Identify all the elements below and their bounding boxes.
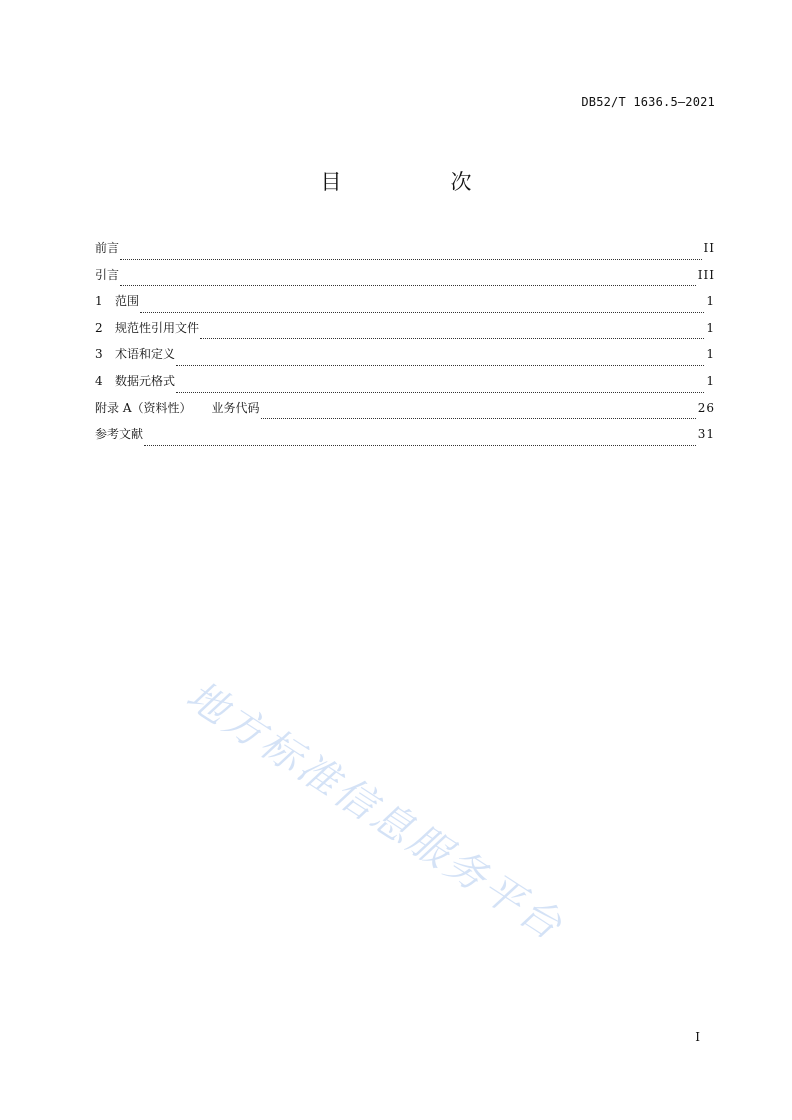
dot-leader [140, 311, 704, 313]
toc-entry-page: 1 [706, 320, 715, 335]
dot-leader [261, 417, 696, 419]
toc-entry-title: 规范性引用文件 [115, 320, 200, 335]
toc-entry-foreword[interactable] [95, 240, 715, 267]
dot-leader [200, 337, 704, 339]
watermark: 地方标准信息服务平台 [178, 672, 573, 951]
toc-entry-annex-a[interactable] [95, 400, 715, 427]
table-of-contents [95, 240, 715, 453]
toc-entry-label [95, 240, 119, 256]
toc-entry-page: III [697, 267, 715, 282]
dot-leader [120, 258, 702, 260]
toc-entry-number: 3 [95, 347, 103, 362]
toc-entry-page: 26 [697, 400, 715, 415]
dot-leader [176, 364, 704, 366]
toc-entry-label [95, 320, 199, 336]
toc-entry-number: 4 [95, 373, 103, 388]
toc-entry-label [95, 373, 175, 389]
toc-entry-title: 数据元格式 [115, 373, 176, 388]
toc-entry-bibliography[interactable] [95, 426, 715, 453]
toc-entry-page: 1 [706, 294, 715, 309]
toc-entry-page: 1 [706, 373, 715, 388]
toc-entry-title: 术语和定义 [115, 347, 176, 362]
toc-title: 目 次 [320, 170, 516, 194]
toc-entry-label [95, 267, 119, 283]
toc-entry-subtitle: 业务代码 [211, 400, 260, 415]
toc-entry-title: 范围 [115, 294, 140, 309]
toc-entry-data-element-format[interactable] [95, 373, 715, 400]
toc-entry-label [95, 426, 143, 442]
toc-entry-normative-references[interactable] [95, 320, 715, 347]
toc-entry-number: 1 [95, 294, 103, 309]
dot-leader [176, 391, 704, 393]
toc-entry-title: 附录 A（资料性） [95, 400, 192, 415]
toc-entry-label [95, 293, 139, 309]
toc-entry-title: 参考文献 [95, 427, 144, 442]
toc-entry-label [95, 400, 260, 416]
dot-leader [120, 284, 696, 286]
dot-leader [144, 444, 696, 446]
toc-entry-title: 前言 [95, 241, 120, 255]
document-code: DB52/T 1636.5—2021 [581, 95, 715, 109]
toc-entry-page: 1 [706, 347, 715, 362]
page-number: I [695, 1030, 700, 1044]
toc-entry-scope[interactable] [95, 293, 715, 320]
toc-entry-number: 2 [95, 320, 103, 335]
toc-entry-title: 引言 [95, 267, 120, 282]
toc-entry-introduction[interactable] [95, 267, 715, 294]
toc-entry-page: II [703, 241, 715, 255]
toc-entry-terms-definitions[interactable] [95, 346, 715, 373]
toc-entry-label [95, 346, 175, 362]
toc-entry-page: 31 [697, 427, 715, 442]
